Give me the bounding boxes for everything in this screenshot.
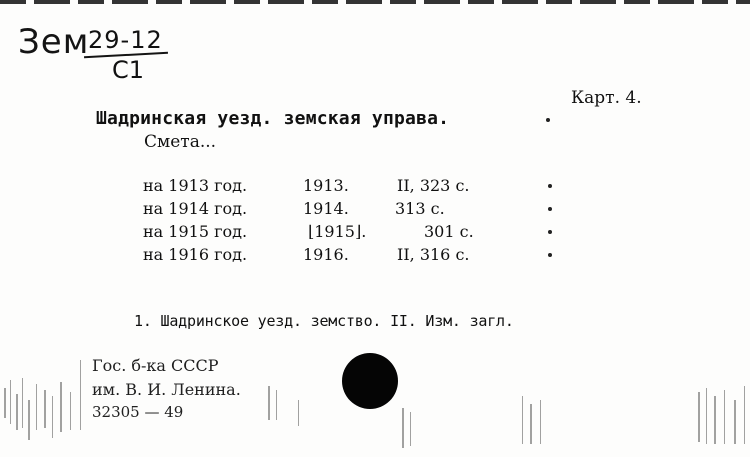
- entry-date: 1914.: [303, 199, 349, 218]
- subject-headings: 1. Шадринское уезд. земство. II. Изм. загл.: [134, 312, 514, 330]
- library-stamp-line: 32305 — 49: [92, 403, 184, 421]
- entry-year: на 1916 год.: [143, 245, 248, 264]
- shelfmark-numerator: 29-12: [88, 26, 163, 54]
- entry-dot: [548, 230, 552, 234]
- entry-date: ⌊1915⌋.: [308, 222, 367, 241]
- shelfmark-prefix: Зем: [18, 22, 90, 62]
- card-top-edge: [0, 0, 750, 4]
- entry-year: на 1915 год.: [143, 222, 248, 241]
- entry-year: на 1914 год.: [143, 199, 248, 218]
- entry-dot: [548, 253, 552, 257]
- heading-dot: [546, 118, 550, 122]
- entry-dot: [548, 184, 552, 188]
- entry-pages: II, 323 с.: [397, 176, 470, 195]
- entry-row: [0, 245, 750, 267]
- entry-pages: II, 316 с.: [397, 245, 470, 264]
- library-stamp-line: им. В. И. Ленина.: [92, 380, 241, 399]
- punch-hole: [342, 353, 398, 409]
- entry-pages: 313 с.: [395, 199, 445, 218]
- entry-dot: [548, 207, 552, 211]
- entry-row: [0, 199, 750, 221]
- heading: Шадринская уезд. земская управа.: [96, 108, 450, 129]
- library-stamp-line: Гос. б-ка СССР: [92, 356, 219, 375]
- title: Смета...: [144, 132, 217, 152]
- entry-row: [0, 176, 750, 198]
- entry-date: 1913.: [303, 176, 349, 195]
- card-number: Карт. 4.: [571, 88, 642, 108]
- entry-pages: 301 с.: [424, 222, 474, 241]
- entry-year: на 1913 год.: [143, 176, 248, 195]
- entry-row: [0, 222, 750, 244]
- entry-date: 1916.: [303, 245, 349, 264]
- shelfmark-denominator: C1: [112, 56, 145, 84]
